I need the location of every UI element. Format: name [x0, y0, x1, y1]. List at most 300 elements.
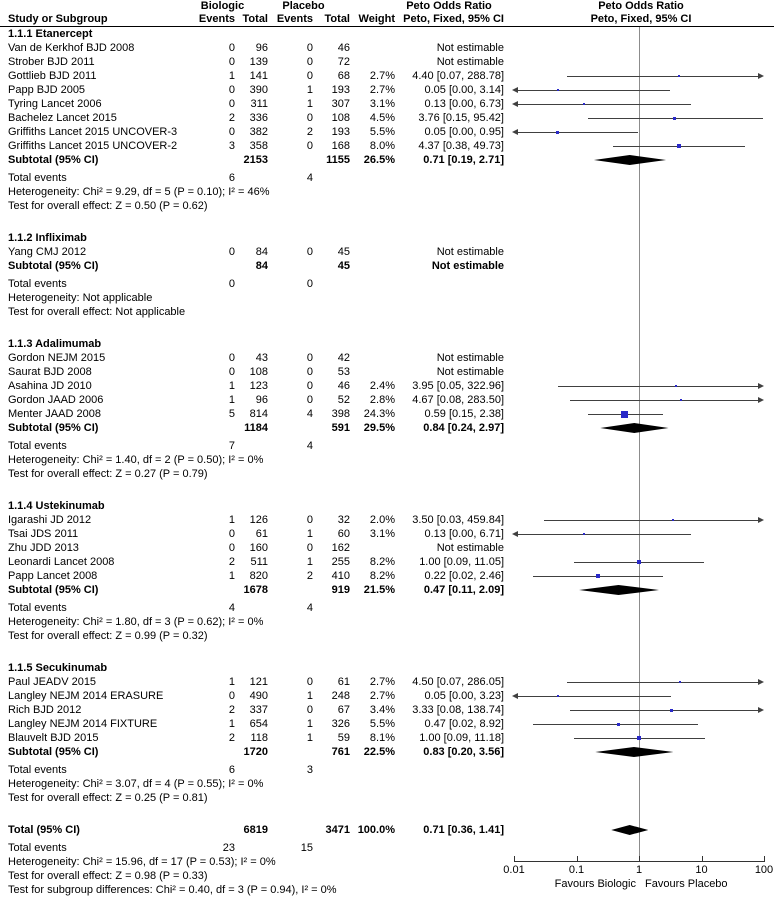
total-placebo: 162 [331, 542, 350, 554]
ci-arrow-right-icon [758, 73, 764, 79]
heterogeneity-text: Heterogeneity: Chi² = 3.07, df = 4 (P = 0.55); I² = 0% [8, 778, 264, 790]
overall-effect-row [0, 199, 774, 213]
pooled-diamond [611, 825, 648, 835]
heterogeneity-text: Heterogeneity: Chi² = 1.80, df = 3 (P = 0.62); I² = 0% [8, 616, 264, 628]
study-row [0, 41, 774, 55]
ci-plot-cell [512, 259, 770, 273]
study-row [0, 569, 774, 583]
heterogeneity-text: Heterogeneity: Chi² = 1.40, df = 2 (P = 0.50); I² = 0% [8, 454, 264, 466]
ci-text: 1.00 [0.09, 11.18] [419, 732, 504, 744]
ci-text: 0.22 [0.02, 2.46] [424, 570, 504, 582]
events-biologic: 1 [228, 70, 235, 82]
ci-text: 3.95 [0.05, 322.96] [412, 380, 504, 392]
subgroup-differences-text: Test for subgroup differences: Chi² = 0.40, df = 3 (P = 0.94), I² = 0% [8, 884, 337, 896]
effect-marker [670, 709, 673, 712]
total-events-placebo: 4 [306, 172, 313, 184]
total-events-biologic: 23 [222, 842, 235, 854]
overall-effect-row [0, 467, 774, 481]
ci-plot-cell [512, 351, 770, 365]
subtotal-weight: 22.5% [363, 746, 395, 758]
weight-value: 2.8% [369, 394, 395, 406]
heterogeneity-text: Heterogeneity: Not applicable [8, 292, 153, 304]
pooled-diamond [600, 423, 668, 433]
events-placebo: 0 [306, 112, 313, 124]
heterogeneity-row [0, 185, 774, 199]
study-row [0, 125, 774, 139]
total-events-label: Total events [8, 172, 67, 184]
ci-text: Not estimable [436, 542, 504, 554]
ci-line [518, 696, 671, 697]
total-events-row [0, 439, 774, 453]
events-biologic: 1 [228, 514, 235, 526]
total-placebo: 193 [331, 126, 350, 138]
subtotal-label: Subtotal (95% CI) [8, 746, 99, 758]
total-placebo: 46 [337, 380, 350, 392]
header-events-biologic: Events [198, 13, 235, 25]
subtotal-total-placebo: 919 [331, 584, 350, 596]
ci-text: Not estimable [436, 42, 504, 54]
events-biologic: 1 [228, 394, 235, 406]
study-name: Igarashi JD 2012 [8, 514, 92, 526]
axis-tick-label: 0.01 [503, 864, 525, 876]
events-biologic: 1 [228, 570, 235, 582]
total-biologic: 139 [249, 56, 268, 68]
ci-arrow-right-icon [758, 517, 764, 523]
subtotal-total-biologic: 1720 [243, 746, 268, 758]
study-name: Rich BJD 2012 [8, 704, 82, 716]
header-method: Peto, Fixed, 95% CI [403, 13, 504, 25]
subgroup-header-row [0, 231, 774, 245]
ci-text: 3.50 [0.03, 459.84] [412, 514, 504, 526]
total-placebo: 68 [337, 70, 350, 82]
ci-plot-cell [512, 703, 770, 717]
ci-plot-cell [512, 97, 770, 111]
study-row [0, 245, 774, 259]
weight-value: 8.2% [369, 556, 395, 568]
subtotal-weight: 26.5% [363, 154, 395, 166]
study-row [0, 513, 774, 527]
weight-value: 2.7% [369, 676, 395, 688]
events-placebo: 0 [306, 352, 313, 364]
events-placebo: 0 [306, 704, 313, 716]
ci-line [567, 682, 758, 683]
effect-marker [583, 533, 585, 535]
total-events-label: Total events [8, 764, 67, 776]
total-events-row [0, 841, 774, 855]
total-biologic: 61 [255, 528, 268, 540]
study-row [0, 111, 774, 125]
ci-plot-cell [512, 111, 770, 125]
subtotal-total-placebo: 761 [331, 746, 350, 758]
plot-subtitle: Peto, Fixed, 95% CI [590, 13, 692, 25]
overall-effect-text: Test for overall effect: Z = 0.27 (P = 0.79) [8, 468, 208, 480]
study-row [0, 541, 774, 555]
ci-plot-cell [512, 153, 770, 167]
ci-line [570, 400, 758, 401]
total-biologic: 141 [249, 70, 268, 82]
heterogeneity-row [0, 453, 774, 467]
subtotal-total-placebo: 591 [331, 422, 350, 434]
weight-value: 8.1% [369, 732, 395, 744]
weight-value: 2.7% [369, 84, 395, 96]
events-placebo: 0 [306, 514, 313, 526]
study-name: Papp BJD 2005 [8, 84, 86, 96]
events-placebo: 0 [306, 56, 313, 68]
subtotal-weight: 29.5% [363, 422, 395, 434]
ci-plot-cell [512, 717, 770, 731]
ci-plot-cell [512, 527, 770, 541]
ci-plot-cell [512, 583, 770, 597]
weight-value: 2.0% [369, 514, 395, 526]
axis-tick-label: 1 [635, 864, 643, 876]
total-placebo: 193 [331, 84, 350, 96]
ci-text: 0.05 [0.00, 3.23] [424, 690, 504, 702]
ci-plot-cell [512, 379, 770, 393]
total-events-row [0, 171, 774, 185]
overall-effect-row [0, 869, 774, 883]
total-events-biologic: 6 [228, 764, 235, 776]
section-spacer [0, 213, 774, 231]
events-biologic: 1 [228, 380, 235, 392]
study-row [0, 731, 774, 745]
effect-marker [557, 695, 559, 697]
events-biologic: 0 [228, 352, 235, 364]
effect-marker [678, 75, 680, 77]
header-total-placebo: Total [324, 13, 350, 25]
effect-marker [617, 723, 620, 726]
total-placebo: 45 [337, 246, 350, 258]
ci-text: 0.05 [0.00, 0.95] [424, 126, 504, 138]
study-row [0, 365, 774, 379]
total-biologic: 511 [250, 556, 268, 568]
subtotal-ci-text: Not estimable [431, 260, 504, 272]
events-placebo: 0 [306, 542, 313, 554]
study-name: Griffiths Lancet 2015 UNCOVER-3 [8, 126, 178, 138]
subtotal-ci-text: 0.83 [0.20, 3.56] [423, 746, 504, 758]
total-placebo: 60 [337, 528, 350, 540]
ci-plot-cell [512, 69, 770, 83]
subtotal-weight: 21.5% [363, 584, 395, 596]
total-events-row [0, 763, 774, 777]
events-biologic: 2 [228, 704, 235, 716]
total-placebo: 53 [337, 366, 350, 378]
total-events-biologic: 6 [228, 172, 235, 184]
events-placebo: 0 [306, 42, 313, 54]
section-spacer [0, 643, 774, 661]
section-spacer [0, 805, 774, 823]
total-placebo: 32 [337, 514, 350, 526]
total-biologic: 382 [249, 126, 268, 138]
total-biologic: 358 [249, 140, 268, 152]
events-biologic: 2 [228, 556, 235, 568]
study-name: Gottlieb BJD 2011 [8, 70, 97, 82]
effect-marker [621, 411, 628, 418]
weight-value: 24.3% [363, 408, 395, 420]
ci-text: 0.13 [0.00, 6.71] [424, 528, 504, 540]
total-biologic: 337 [249, 704, 268, 716]
total-events-placebo: 0 [306, 278, 313, 290]
study-name: Leonardi Lancet 2008 [8, 556, 115, 568]
subtotal-ci-text: 0.47 [0.11, 2.09] [423, 584, 504, 596]
ci-arrow-left-icon [512, 101, 518, 107]
events-biologic: 0 [228, 528, 235, 540]
weight-value: 3.1% [369, 98, 395, 110]
weight-value: 4.5% [369, 112, 395, 124]
study-row [0, 675, 774, 689]
ci-arrow-left-icon [512, 693, 518, 699]
subtotal-ci-text: 0.71 [0.19, 2.71] [423, 154, 504, 166]
events-biologic: 0 [228, 42, 235, 54]
ci-line [518, 90, 670, 91]
ci-arrow-right-icon [758, 707, 764, 713]
weight-value: 3.4% [369, 704, 395, 716]
total-placebo: 398 [331, 408, 350, 420]
overall-effect-text: Test for overall effect: Not applicable [8, 306, 186, 318]
axis-tick-label: 100 [754, 864, 774, 876]
effect-marker [677, 144, 681, 148]
ci-plot-cell [512, 125, 770, 139]
weight-value: 3.1% [369, 528, 395, 540]
study-name: Papp Lancet 2008 [8, 570, 98, 582]
total-placebo: 52 [337, 394, 350, 406]
total-placebo: 307 [331, 98, 350, 110]
ci-line [558, 386, 758, 387]
total-biologic: 311 [250, 98, 268, 110]
subtotal-row [0, 153, 774, 167]
total-events-placebo: 15 [300, 842, 313, 854]
study-row [0, 555, 774, 569]
weight-value: 2.4% [369, 380, 395, 392]
header-study: Study or Subgroup [8, 13, 108, 25]
section-spacer [0, 481, 774, 499]
weight-value: 8.2% [369, 570, 395, 582]
section-spacer [0, 319, 774, 337]
events-biologic: 0 [228, 690, 235, 702]
study-name: Tyring Lancet 2006 [8, 98, 102, 110]
ci-line [518, 132, 638, 133]
forest-table-rows [0, 27, 774, 897]
events-placebo: 0 [306, 676, 313, 688]
study-name: Paul JEADV 2015 [8, 676, 97, 688]
ci-plot-cell [512, 365, 770, 379]
total-events-biologic: 0 [228, 278, 235, 290]
header-group-biologic: Biologic [200, 0, 245, 12]
subgroup-header-row [0, 499, 774, 513]
subtotal-ci-text: 0.84 [0.24, 2.97] [423, 422, 504, 434]
ci-arrow-right-icon [758, 679, 764, 685]
subtotal-label: Subtotal (95% CI) [8, 154, 99, 166]
overall-effect-row [0, 791, 774, 805]
heterogeneity-row [0, 291, 774, 305]
ci-arrow-left-icon [512, 87, 518, 93]
events-biologic: 0 [228, 126, 235, 138]
study-name: Griffiths Lancet 2015 UNCOVER-2 [8, 140, 178, 152]
subgroup-header-row [0, 661, 774, 675]
study-name: Saurat BJD 2008 [8, 366, 92, 378]
study-name: Gordon NEJM 2015 [8, 352, 106, 364]
total-placebo: 42 [337, 352, 350, 364]
total-events-placebo: 4 [306, 602, 313, 614]
subtotal-row [0, 583, 774, 597]
ci-arrow-right-icon [758, 397, 764, 403]
events-placebo: 0 [306, 394, 313, 406]
ci-text: Not estimable [436, 366, 504, 378]
total-events-row [0, 601, 774, 615]
subtotal-total-biologic: 2153 [243, 154, 268, 166]
events-placebo: 0 [306, 380, 313, 392]
study-name: Menter JAAD 2008 [8, 408, 101, 420]
effect-marker [637, 736, 641, 740]
subtotal-total-biologic: 1184 [244, 422, 268, 434]
weight-value: 2.7% [369, 70, 395, 82]
subgroup-diff-row [0, 883, 774, 897]
grand-total-weight: 100.0% [357, 824, 395, 836]
pooled-diamond [579, 585, 659, 595]
heterogeneity-row [0, 615, 774, 629]
total-biologic: 123 [249, 380, 268, 392]
study-name: Yang CMJ 2012 [8, 246, 87, 258]
events-biologic: 0 [228, 542, 235, 554]
ci-arrow-right-icon [758, 383, 764, 389]
events-biologic: 1 [228, 676, 235, 688]
ci-plot-cell [512, 393, 770, 407]
events-placebo: 0 [306, 246, 313, 258]
events-biologic: 0 [228, 246, 235, 258]
events-biologic: 2 [228, 112, 235, 124]
total-events-placebo: 3 [306, 764, 313, 776]
total-placebo: 72 [337, 56, 350, 68]
grand-total-label: Total (95% CI) [8, 824, 80, 836]
ci-plot-cell [512, 675, 770, 689]
study-row [0, 139, 774, 153]
ci-text: 4.37 [0.38, 49.73] [418, 140, 504, 152]
ci-plot-cell [512, 41, 770, 55]
events-biologic: 0 [228, 56, 235, 68]
effect-marker [583, 103, 585, 105]
ci-plot-cell [512, 55, 770, 69]
effect-marker [556, 131, 559, 134]
overall-effect-text: Test for overall effect: Z = 0.99 (P = 0.32) [8, 630, 208, 642]
weight-value: 2.7% [369, 690, 395, 702]
ci-plot-cell [512, 245, 770, 259]
ci-plot-cell [512, 83, 770, 97]
events-biologic: 1 [228, 718, 235, 730]
study-name: Van de Kerkhof BJD 2008 [8, 42, 135, 54]
subtotal-total-biologic: 1678 [243, 584, 268, 596]
events-placebo: 1 [306, 528, 313, 540]
heterogeneity-row [0, 855, 774, 869]
header-events-placebo: Events [276, 13, 313, 25]
total-biologic: 654 [249, 718, 268, 730]
study-row [0, 69, 774, 83]
ci-plot-cell [512, 569, 770, 583]
events-placebo: 1 [306, 718, 313, 730]
ci-text: 4.50 [0.07, 286.05] [412, 676, 504, 688]
heterogeneity-text: Heterogeneity: Chi² = 9.29, df = 5 (P = 0.10); I² = 46% [8, 186, 270, 198]
total-placebo: 410 [331, 570, 350, 582]
study-row [0, 83, 774, 97]
ci-plot-cell [512, 513, 770, 527]
ci-text: 3.76 [0.15, 95.42] [418, 112, 504, 124]
total-biologic: 84 [255, 246, 268, 258]
ci-plot-cell [512, 823, 770, 837]
ci-line [570, 710, 758, 711]
overall-effect-row [0, 305, 774, 319]
events-biologic: 2 [228, 732, 235, 744]
subgroup-header-row [0, 27, 774, 41]
events-placebo: 0 [306, 70, 313, 82]
subgroup-title: 1.1.1 Etanercept [8, 28, 93, 40]
effect-marker [680, 399, 682, 401]
total-events-label: Total events [8, 842, 67, 854]
header-group-placebo: Placebo [282, 0, 325, 12]
subtotal-row [0, 259, 774, 273]
total-biologic: 118 [250, 732, 268, 744]
ci-plot-cell [512, 555, 770, 569]
total-placebo: 248 [331, 690, 350, 702]
events-placebo: 1 [306, 84, 313, 96]
ci-arrow-left-icon [512, 129, 518, 135]
subtotal-total-biologic: 84 [255, 260, 268, 272]
ci-line [567, 76, 758, 77]
subtotal-label: Subtotal (95% CI) [8, 422, 99, 434]
study-name: Strober BJD 2011 [8, 56, 95, 68]
subgroup-title: 1.1.5 Secukinumab [8, 662, 108, 674]
effect-marker [675, 385, 677, 387]
heterogeneity-text: Heterogeneity: Chi² = 15.96, df = 17 (P = 0.53); I² = 0% [8, 856, 276, 868]
grand-total-ci-text: 0.71 [0.36, 1.41] [423, 824, 504, 836]
ci-text: 0.59 [0.15, 2.38] [424, 408, 504, 420]
study-row [0, 97, 774, 111]
ci-line [518, 534, 691, 535]
overall-effect-row [0, 629, 774, 643]
total-biologic: 96 [255, 42, 268, 54]
total-biologic: 490 [249, 690, 268, 702]
total-placebo: 168 [331, 140, 350, 152]
events-placebo: 1 [306, 98, 313, 110]
total-placebo: 59 [337, 732, 350, 744]
subtotal-row [0, 421, 774, 435]
weight-value: 8.0% [369, 140, 395, 152]
events-biologic: 5 [228, 408, 235, 420]
total-biologic: 126 [249, 514, 268, 526]
total-biologic: 108 [249, 366, 268, 378]
study-row [0, 351, 774, 365]
events-placebo: 1 [306, 690, 313, 702]
pooled-diamond [594, 155, 666, 165]
total-biologic: 820 [249, 570, 268, 582]
ci-line [544, 520, 758, 521]
total-biologic: 814 [249, 408, 268, 420]
header-total-biologic: Total [242, 13, 268, 25]
table-header [0, 0, 774, 27]
total-placebo: 67 [337, 704, 350, 716]
weight-value: 5.5% [369, 718, 395, 730]
total-biologic: 336 [249, 112, 268, 124]
ci-text: Not estimable [436, 56, 504, 68]
total-placebo: 326 [331, 718, 350, 730]
grand-total-placebo: 3471 [325, 824, 350, 836]
ci-text: 4.67 [0.08, 283.50] [412, 394, 504, 406]
grand-total-biologic: 6819 [243, 824, 268, 836]
ci-text: 1.00 [0.09, 11.05] [419, 556, 504, 568]
subtotal-label: Subtotal (95% CI) [8, 260, 99, 272]
total-placebo: 61 [337, 676, 350, 688]
ci-plot-cell [512, 139, 770, 153]
effect-marker [637, 560, 641, 564]
header-group-odds-ratio: Peto Odds Ratio [406, 0, 492, 12]
subtotal-row [0, 745, 774, 759]
